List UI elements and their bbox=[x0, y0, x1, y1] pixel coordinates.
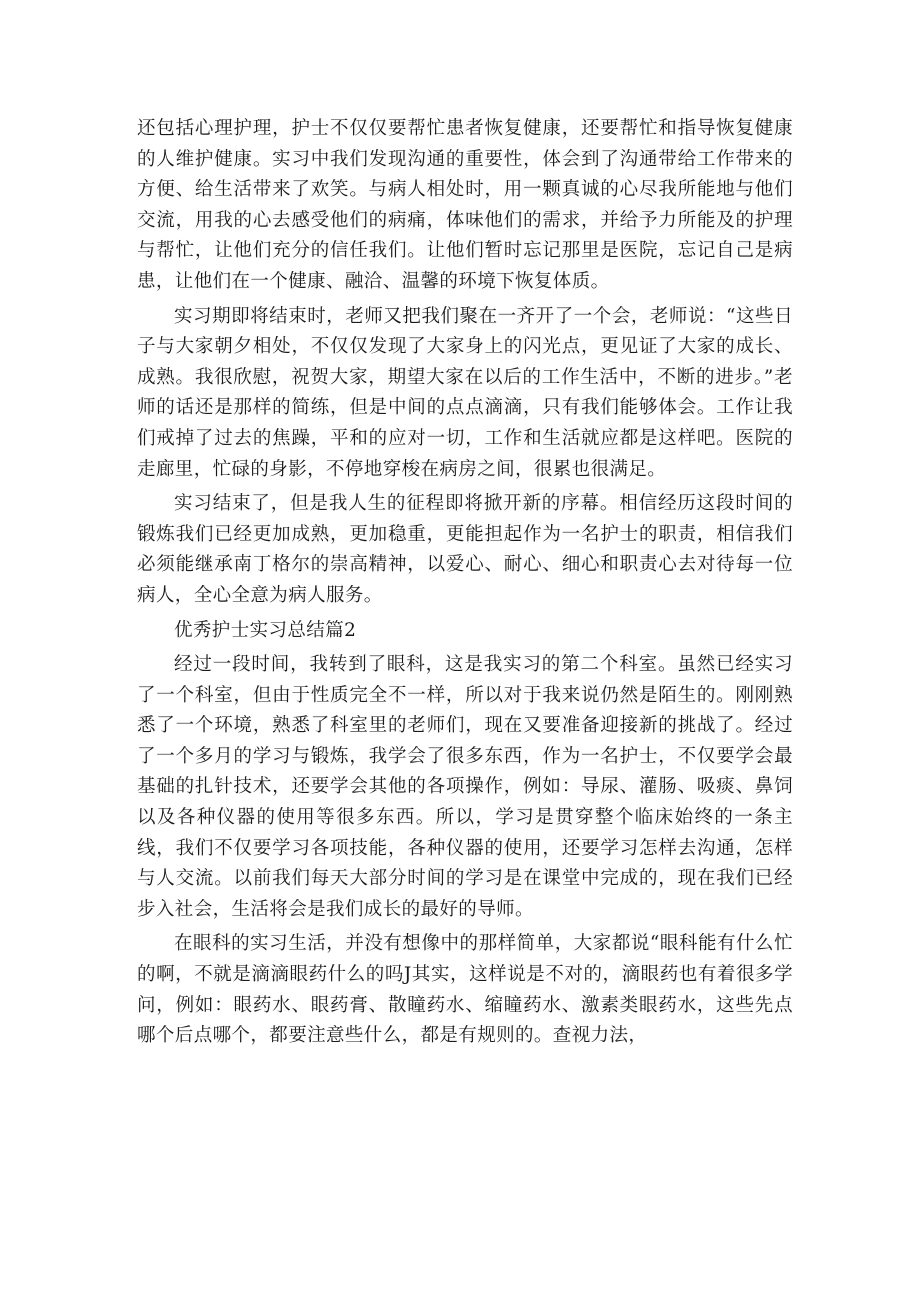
paragraph-continuation: 还包括心理护理，护士不仅仅要帮忙患者恢复健康，还要帮忙和指导恢复健康的人维护健康。实习中我们发现沟通的重要性，体会到了沟通带给工作带来的方便、给生活带来了欢笑。与病人相处时，用一颗真诚的心尽我所能地与他们交流，用我的心去感受他们的病痛，体味他们的需求，并给予力所能及的护理与帮忙，让他们充分的信任我们。让他们暂时忘记那里是医院，忘记自己是病患，让他们在一个健康、融洽、温馨的环境下恢复体质。 bbox=[137, 118, 793, 292]
paragraph-teacher-speech: 实习期即将结束时，老师又把我们聚在一齐开了一个会，老师说：“这些日子与大家朝夕相处，不仅仅发现了大家身上的闪光点，更见证了大家的成长、成熟。我很欣慰，祝贺大家，期望大家在以后的工作生活中，不断的进步。”老师的话还是那样的简练，但是中间的点点滴滴，只有我们能够体会。工作让我们戒掉了过去的焦躁，平和的应对一切，工作和生活就应都是这样吧。医院的走廊里，忙碌的身影，不停地穿梭在病房之间，很累也很满足。 bbox=[137, 305, 793, 480]
document-body bbox=[137, 114, 793, 1056]
section-heading: 优秀护士实习总结篇2 bbox=[174, 619, 357, 641]
paragraph-ophthalmology-life: 在眼科的实习生活，并没有想像中的那样简单，大家都说“眼科能有什么忙的啊，不就是滴滴眼药什么的吗J其实，这样说是不对的，滴眼药也有着很多学问，例如：眼药水、眼药膏、散瞳药水、缩瞳药水、激素类眼药水，这些先点哪个后点哪个，都要注意些什么，都是有规则的。查视力法， bbox=[137, 933, 793, 1047]
paragraph-internship-end: 实习结束了，但是我人生的征程即将掀开新的序幕。相信经历这段时间的锻炼我们已经更加成熟，更加稳重，更能担起作为一名护士的职责，相信我们必须能继承南丁格尔的崇高精神，以爱心、耐心、细心和职责心去对待每一位病人，全心全意为病人服务。 bbox=[137, 493, 793, 606]
paragraph-ophthalmology-intro: 经过一段时间，我转到了眼科，这是我实习的第二个科室。虽然已经实习了一个科室，但由于性质完全不一样，所以对于我来说仍然是陌生的。刚刚熟悉了一个环境，熟悉了科室里的老师们，现在又要准备迎接新的挑战了。经过了一个多月的学习与锻炼，我学会了很多东西，作为一名护士，不仅要学会最基础的扎针技术，还要学会其他的各项操作，例如：导尿、灌肠、吸痰、鼻饲以及各种仪器的使用等很多东西。所以，学习是贯穿整个临床始终的一条主线，我们不仅要学习各项技能，各种仪器的使用，还要学习怎样去沟通，怎样与人交流。以前我们每天大部分时间的学习是在课堂中完成的，现在我们已经步入社会，生活将会是我们成长的最好的导师。 bbox=[137, 654, 793, 920]
